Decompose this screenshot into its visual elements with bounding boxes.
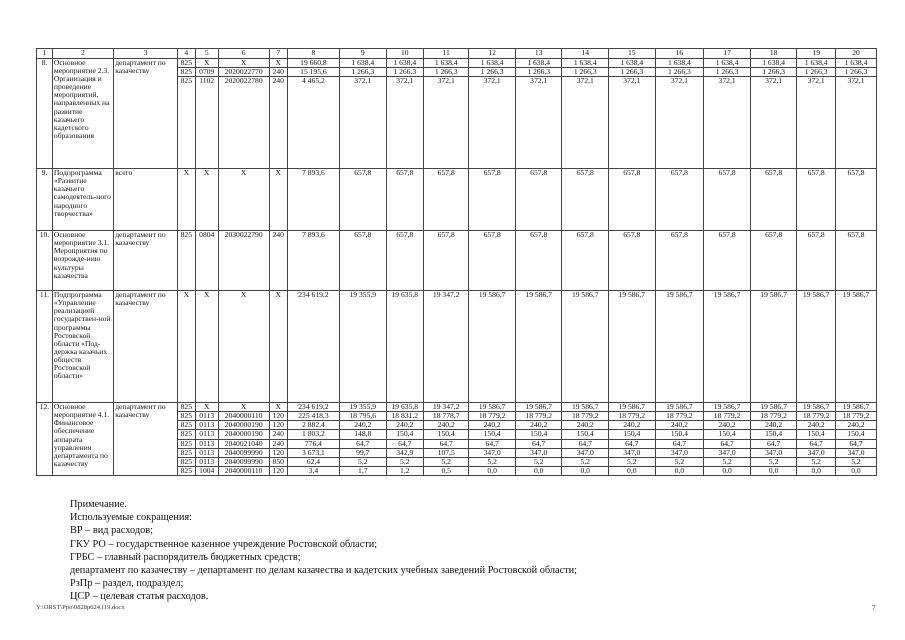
- value-cell: 825: [177, 59, 195, 68]
- value-cell: 64,7: [424, 439, 469, 448]
- value-cell: Х: [218, 59, 269, 68]
- value-cell: 1 266,3: [386, 68, 423, 77]
- note-line: Примечание.: [70, 499, 127, 510]
- value-cell: 1 638,4: [386, 59, 423, 68]
- value-cell: 0,0: [704, 466, 751, 475]
- value-cell: 372,1: [750, 77, 797, 169]
- program-name-cell: Основное мероприятие 2.3. Организация и проведение мероприятий, направленных на развитие казачьего кадетского образования: [52, 59, 113, 169]
- value-cell: 18 778,7: [424, 412, 469, 421]
- value-cell: 18 779,2: [835, 412, 876, 421]
- value-cell: 372,1: [655, 77, 704, 169]
- value-cell: 150,4: [424, 430, 469, 439]
- value-cell: 347,0: [515, 448, 562, 457]
- value-cell: 2020022770: [218, 68, 269, 77]
- value-cell: 64,7: [835, 439, 876, 448]
- value-cell: 657,8: [797, 231, 836, 291]
- value-cell: 150,4: [562, 430, 609, 439]
- value-cell: 1 638,4: [655, 59, 704, 68]
- value-cell: 3 673,1: [287, 448, 339, 457]
- value-cell: 0113: [195, 430, 218, 439]
- value-cell: 347,0: [835, 448, 876, 457]
- value-cell: 64,7: [704, 439, 751, 448]
- responsible-cell: департамент по казачеству: [114, 231, 178, 291]
- value-cell: 64,7: [750, 439, 797, 448]
- value-cell: Х: [195, 169, 218, 231]
- value-cell: 1,7: [340, 466, 387, 475]
- value-cell: 64,7: [562, 439, 609, 448]
- value-cell: 7 893,6: [287, 231, 339, 291]
- value-cell: 62,4: [287, 457, 339, 466]
- value-cell: 1 266,3: [797, 68, 836, 77]
- value-cell: 657,8: [340, 169, 387, 231]
- header-cell: 4: [177, 49, 195, 59]
- value-cell: 657,8: [515, 169, 562, 231]
- value-cell: 0,0: [835, 466, 876, 475]
- value-cell: 148,8: [340, 430, 387, 439]
- value-cell: Х: [195, 291, 218, 403]
- value-cell: 347,0: [750, 448, 797, 457]
- value-cell: 150,4: [835, 430, 876, 439]
- value-cell: Х: [218, 169, 269, 231]
- row-number: 11.: [37, 291, 53, 403]
- value-cell: 1 638,4: [609, 59, 656, 68]
- value-cell: 240,2: [750, 421, 797, 430]
- value-cell: Х: [218, 291, 269, 403]
- value-cell: 1 266,3: [750, 68, 797, 77]
- value-cell: 657,8: [424, 169, 469, 231]
- value-cell: 19 586,7: [609, 291, 656, 403]
- value-cell: 657,8: [750, 231, 797, 291]
- value-cell: 18 831,2: [386, 412, 423, 421]
- value-cell: 2030022790: [218, 231, 269, 291]
- table-row: [37, 231, 877, 291]
- value-cell: 1 638,4: [515, 59, 562, 68]
- value-cell: 0,0: [750, 466, 797, 475]
- value-cell: 5,2: [797, 457, 836, 466]
- value-cell: 19 347,2: [424, 403, 469, 412]
- value-cell: 5,2: [469, 457, 516, 466]
- value-cell: 5,2: [340, 457, 387, 466]
- value-cell: 825: [177, 466, 195, 475]
- page-number: 7: [872, 604, 876, 612]
- value-cell: 657,8: [609, 169, 656, 231]
- value-cell: 18 779,2: [655, 412, 704, 421]
- value-cell: 240: [269, 430, 287, 439]
- value-cell: 657,8: [469, 169, 516, 231]
- value-cell: 657,8: [704, 231, 751, 291]
- value-cell: 64,7: [655, 439, 704, 448]
- value-cell: 1 638,4: [835, 59, 876, 68]
- header-cell: 13: [515, 49, 562, 59]
- responsible-cell: департамент по казачеству: [114, 403, 178, 476]
- value-cell: 240,2: [515, 421, 562, 430]
- program-name-cell: Основное мероприятие 4.1. Финансовое обеспечение аппарата управления департамента по казачеству: [52, 403, 113, 476]
- value-cell: 240,2: [797, 421, 836, 430]
- header-cell: 6: [218, 49, 269, 59]
- value-cell: 1 266,3: [562, 68, 609, 77]
- value-cell: 4 465,2: [287, 77, 339, 169]
- value-cell: 18 795,6: [340, 412, 387, 421]
- value-cell: 372,1: [609, 77, 656, 169]
- value-cell: 150,4: [655, 430, 704, 439]
- value-cell: 657,8: [424, 231, 469, 291]
- value-cell: 240: [269, 231, 287, 291]
- value-cell: 0113: [195, 439, 218, 448]
- header-cell: 3: [114, 49, 178, 59]
- table-row: [37, 403, 877, 412]
- value-cell: 19 586,7: [835, 291, 876, 403]
- value-cell: 2040000190: [218, 421, 269, 430]
- value-cell: 657,8: [655, 231, 704, 291]
- value-cell: Х: [177, 169, 195, 231]
- value-cell: 825: [177, 231, 195, 291]
- header-cell: 9: [340, 49, 387, 59]
- value-cell: 225 418,3: [287, 412, 339, 421]
- value-cell: 2040099990: [218, 457, 269, 466]
- notes-block: [70, 498, 890, 604]
- header-cell: 10: [386, 49, 423, 59]
- program-name-cell: Подпрограмма «Управление реализацией государствен-ной программы Ростовской области «Под-держка казачьих обществ Ростовской области»: [52, 291, 113, 403]
- value-cell: 2040099990: [218, 448, 269, 457]
- responsible-cell: всего: [114, 169, 178, 231]
- value-cell: 64,7: [797, 439, 836, 448]
- value-cell: 19 586,7: [750, 291, 797, 403]
- value-cell: 347,0: [562, 448, 609, 457]
- value-cell: 825: [177, 421, 195, 430]
- value-cell: 372,1: [835, 77, 876, 169]
- table-row: [37, 59, 877, 68]
- value-cell: 657,8: [750, 169, 797, 231]
- value-cell: Х: [177, 291, 195, 403]
- value-cell: 240,2: [340, 421, 387, 430]
- value-cell: 0113: [195, 448, 218, 457]
- value-cell: 1 266,3: [704, 68, 751, 77]
- value-cell: 19 586,7: [835, 403, 876, 412]
- responsible-cell: департамент по казачеству: [114, 59, 178, 169]
- value-cell: 372,1: [562, 77, 609, 169]
- value-cell: 19 355,9: [340, 403, 387, 412]
- value-cell: 7 893,6: [287, 169, 339, 231]
- value-cell: 18 779,2: [704, 412, 751, 421]
- value-cell: 342,9: [386, 448, 423, 457]
- value-cell: 150,4: [469, 430, 516, 439]
- value-cell: 825: [177, 448, 195, 457]
- value-cell: 372,1: [340, 77, 387, 169]
- header-cell: 15: [609, 49, 656, 59]
- value-cell: 19 347,2: [424, 291, 469, 403]
- value-cell: Х: [269, 169, 287, 231]
- value-cell: 825: [177, 77, 195, 169]
- value-cell: 0709: [195, 68, 218, 77]
- program-costs-table: [36, 48, 877, 476]
- table-body: [37, 49, 877, 476]
- value-cell: 19 586,7: [655, 403, 704, 412]
- value-cell: 776,4: [287, 439, 339, 448]
- value-cell: 657,8: [562, 169, 609, 231]
- value-cell: 657,8: [469, 231, 516, 291]
- header-cell: 19: [797, 49, 836, 59]
- value-cell: 825: [177, 412, 195, 421]
- value-cell: 5,2: [515, 457, 562, 466]
- value-cell: 1102: [195, 77, 218, 169]
- value-cell: 18 779,2: [797, 412, 836, 421]
- value-cell: 19 586,7: [750, 403, 797, 412]
- value-cell: 1 638,4: [424, 59, 469, 68]
- value-cell: 657,8: [386, 231, 423, 291]
- value-cell: 18 779,2: [515, 412, 562, 421]
- value-cell: 347,0: [469, 448, 516, 457]
- note-line: ЦСР – целевая статья расходов.: [70, 591, 209, 603]
- value-cell: 64,7: [340, 439, 387, 448]
- value-cell: 19 586,7: [704, 403, 751, 412]
- value-cell: 2040000110: [218, 466, 269, 475]
- header-cell: 8: [287, 49, 339, 59]
- value-cell: 5,2: [750, 457, 797, 466]
- value-cell: 657,8: [386, 169, 423, 231]
- value-cell: 19 586,7: [469, 403, 516, 412]
- value-cell: 120: [269, 412, 287, 421]
- value-cell: 150,4: [704, 430, 751, 439]
- value-cell: 150,4: [609, 430, 656, 439]
- value-cell: Х: [195, 59, 218, 68]
- program-name-cell: Подпрограмма «Развитие казачьего самодеятель-ного народного творчества»: [52, 169, 113, 231]
- value-cell: 5,2: [424, 457, 469, 466]
- value-cell: 657,8: [562, 231, 609, 291]
- value-cell: 120: [269, 421, 287, 430]
- value-cell: 0,0: [797, 466, 836, 475]
- value-cell: 240: [269, 68, 287, 77]
- value-cell: 347,0: [797, 448, 836, 457]
- row-number: 10.: [37, 231, 53, 291]
- value-cell: 372,1: [704, 77, 751, 169]
- table-row: [37, 169, 877, 231]
- header-cell: 20: [835, 49, 876, 59]
- header-cell: 2: [52, 49, 113, 59]
- value-cell: 1 638,4: [340, 59, 387, 68]
- note-line: ВР – вид расходов;: [70, 525, 153, 537]
- value-cell: 19 586,7: [704, 291, 751, 403]
- value-cell: 0,0: [655, 466, 704, 475]
- value-cell: 240,2: [562, 421, 609, 430]
- value-cell: 234 619,2: [287, 403, 339, 412]
- value-cell: 1 266,3: [424, 68, 469, 77]
- header-cell: 14: [562, 49, 609, 59]
- value-cell: 1004: [195, 466, 218, 475]
- value-cell: 150,4: [515, 430, 562, 439]
- value-cell: 372,1: [515, 77, 562, 169]
- value-cell: 5,2: [835, 457, 876, 466]
- note-line: департамент по казачеству – департамент по делам казачества и кадетских учебных заведений Ростовской области;: [70, 565, 578, 577]
- value-cell: 19 635,8: [386, 291, 423, 403]
- value-cell: 1 638,4: [562, 59, 609, 68]
- value-cell: 0,5: [424, 466, 469, 475]
- value-cell: 825: [177, 403, 195, 412]
- responsible-cell: департамент по казачеству: [114, 291, 178, 403]
- value-cell: 1 266,3: [340, 68, 387, 77]
- value-cell: 19 586,7: [609, 403, 656, 412]
- value-cell: 5,2: [609, 457, 656, 466]
- value-cell: 19 635,8: [386, 403, 423, 412]
- value-cell: 3,4: [287, 466, 339, 475]
- value-cell: 825: [177, 430, 195, 439]
- header-cell: 16: [655, 49, 704, 59]
- value-cell: 372,1: [469, 77, 516, 169]
- value-cell: 150,4: [797, 430, 836, 439]
- value-cell: 240: [269, 77, 287, 169]
- value-cell: 19 586,7: [797, 403, 836, 412]
- value-cell: 240,2: [655, 421, 704, 430]
- value-cell: 0113: [195, 421, 218, 430]
- value-cell: 150,4: [750, 430, 797, 439]
- row-number: 12.: [37, 403, 53, 476]
- value-cell: 5,2: [655, 457, 704, 466]
- value-cell: 0,0: [609, 466, 656, 475]
- value-cell: 1 803,2: [287, 430, 339, 439]
- value-cell: 19 355,9: [340, 291, 387, 403]
- value-cell: 19 660,8: [287, 59, 339, 68]
- note-line: Используемые сокращения:: [70, 512, 192, 524]
- value-cell: 64,7: [386, 439, 423, 448]
- value-cell: 1 638,4: [704, 59, 751, 68]
- value-cell: 850: [269, 457, 287, 466]
- value-cell: 657,8: [835, 231, 876, 291]
- value-cell: 372,1: [424, 77, 469, 169]
- value-cell: 15 195,6: [287, 68, 339, 77]
- value-cell: 372,1: [797, 77, 836, 169]
- value-cell: 120: [269, 466, 287, 475]
- value-cell: 1 266,3: [515, 68, 562, 77]
- value-cell: 0,0: [562, 466, 609, 475]
- value-cell: 825: [177, 457, 195, 466]
- value-cell: 657,8: [704, 169, 751, 231]
- value-cell: 19 586,7: [469, 291, 516, 403]
- value-cell: 19 586,7: [562, 291, 609, 403]
- table-header-row: [37, 49, 877, 59]
- header-cell: 7: [269, 49, 287, 59]
- value-cell: 240,2: [386, 421, 423, 430]
- table-row: [37, 291, 877, 403]
- value-cell: 825: [177, 68, 195, 77]
- value-cell: 657,8: [835, 169, 876, 231]
- value-cell: 64,7: [515, 439, 562, 448]
- header-cell: 5: [195, 49, 218, 59]
- value-cell: Х: [218, 403, 269, 412]
- note-line: ГКУ РО – государственное казенное учреждение Ростовской области;: [70, 538, 378, 550]
- value-cell: 19 586,7: [797, 291, 836, 403]
- value-cell: 240,2: [704, 421, 751, 430]
- value-cell: 18 779,2: [469, 412, 516, 421]
- value-cell: 5,2: [386, 457, 423, 466]
- value-cell: Х: [269, 59, 287, 68]
- value-cell: 0,0: [469, 466, 516, 475]
- value-cell: 0113: [195, 457, 218, 466]
- value-cell: 1 638,4: [469, 59, 516, 68]
- file-path-footer: Y:\ORST\Ppo\0828p624.f19.docx: [36, 604, 125, 611]
- value-cell: 2040000190: [218, 430, 269, 439]
- value-cell: Х: [269, 291, 287, 403]
- value-cell: 2040021040: [218, 439, 269, 448]
- value-cell: 0113: [195, 412, 218, 421]
- value-cell: 1 266,3: [835, 68, 876, 77]
- value-cell: 18 779,2: [750, 412, 797, 421]
- program-name-cell: Основное мероприятие 3.1. Мероприятия по возрожде-нию культуры казачества: [52, 231, 113, 291]
- value-cell: 234 619,2: [287, 291, 339, 403]
- value-cell: Х: [269, 403, 287, 412]
- value-cell: 0,0: [515, 466, 562, 475]
- value-cell: 5,2: [562, 457, 609, 466]
- value-cell: 18 779,2: [562, 412, 609, 421]
- note-line: ГРБС – главный распорядитель бюджетных средств;: [70, 551, 301, 563]
- value-cell: 657,8: [609, 231, 656, 291]
- value-cell: 657,8: [340, 231, 387, 291]
- value-cell: 657,8: [655, 169, 704, 231]
- value-cell: 120: [269, 448, 287, 457]
- value-cell: 19 586,7: [515, 291, 562, 403]
- value-cell: 240,2: [609, 421, 656, 430]
- value-cell: 240: [269, 439, 287, 448]
- row-number: 8.: [37, 59, 53, 169]
- value-cell: 2020022780: [218, 77, 269, 169]
- row-number: 9.: [37, 169, 53, 231]
- value-cell: 657,8: [797, 169, 836, 231]
- value-cell: 1 638,4: [797, 59, 836, 68]
- header-cell: 18: [750, 49, 797, 59]
- value-cell: 107,5: [424, 448, 469, 457]
- value-cell: 1 266,3: [609, 68, 656, 77]
- header-cell: 1: [37, 49, 53, 59]
- value-cell: 99,7: [340, 448, 387, 457]
- value-cell: Х: [195, 403, 218, 412]
- value-cell: 240,2: [424, 421, 469, 430]
- value-cell: 19 586,7: [562, 403, 609, 412]
- value-cell: 657,8: [515, 231, 562, 291]
- value-cell: 1 638,4: [750, 59, 797, 68]
- value-cell: 64,7: [609, 439, 656, 448]
- value-cell: 347,0: [655, 448, 704, 457]
- header-cell: 12: [469, 49, 516, 59]
- value-cell: 240,2: [835, 421, 876, 430]
- header-cell: 17: [704, 49, 751, 59]
- value-cell: 240,2: [469, 421, 516, 430]
- value-cell: 1 266,3: [469, 68, 516, 77]
- value-cell: 19 586,7: [655, 291, 704, 403]
- value-cell: 150,4: [386, 430, 423, 439]
- value-cell: 347,0: [609, 448, 656, 457]
- note-line: РзПр – раздел, подраздел;: [70, 578, 184, 590]
- value-cell: 64,7: [469, 439, 516, 448]
- value-cell: 347,0: [704, 448, 751, 457]
- value-cell: 825: [177, 439, 195, 448]
- value-cell: 0804: [195, 231, 218, 291]
- value-cell: 19 586,7: [515, 403, 562, 412]
- value-cell: 2040000110: [218, 412, 269, 421]
- value-cell: 2 882,4: [287, 421, 339, 430]
- value-cell: 372,1: [386, 77, 423, 169]
- value-cell: 18 779,2: [609, 412, 656, 421]
- value-cell: 5,2: [704, 457, 751, 466]
- value-cell: 1,2: [386, 466, 423, 475]
- header-cell: 11: [424, 49, 469, 59]
- value-cell: 1 266,3: [655, 68, 704, 77]
